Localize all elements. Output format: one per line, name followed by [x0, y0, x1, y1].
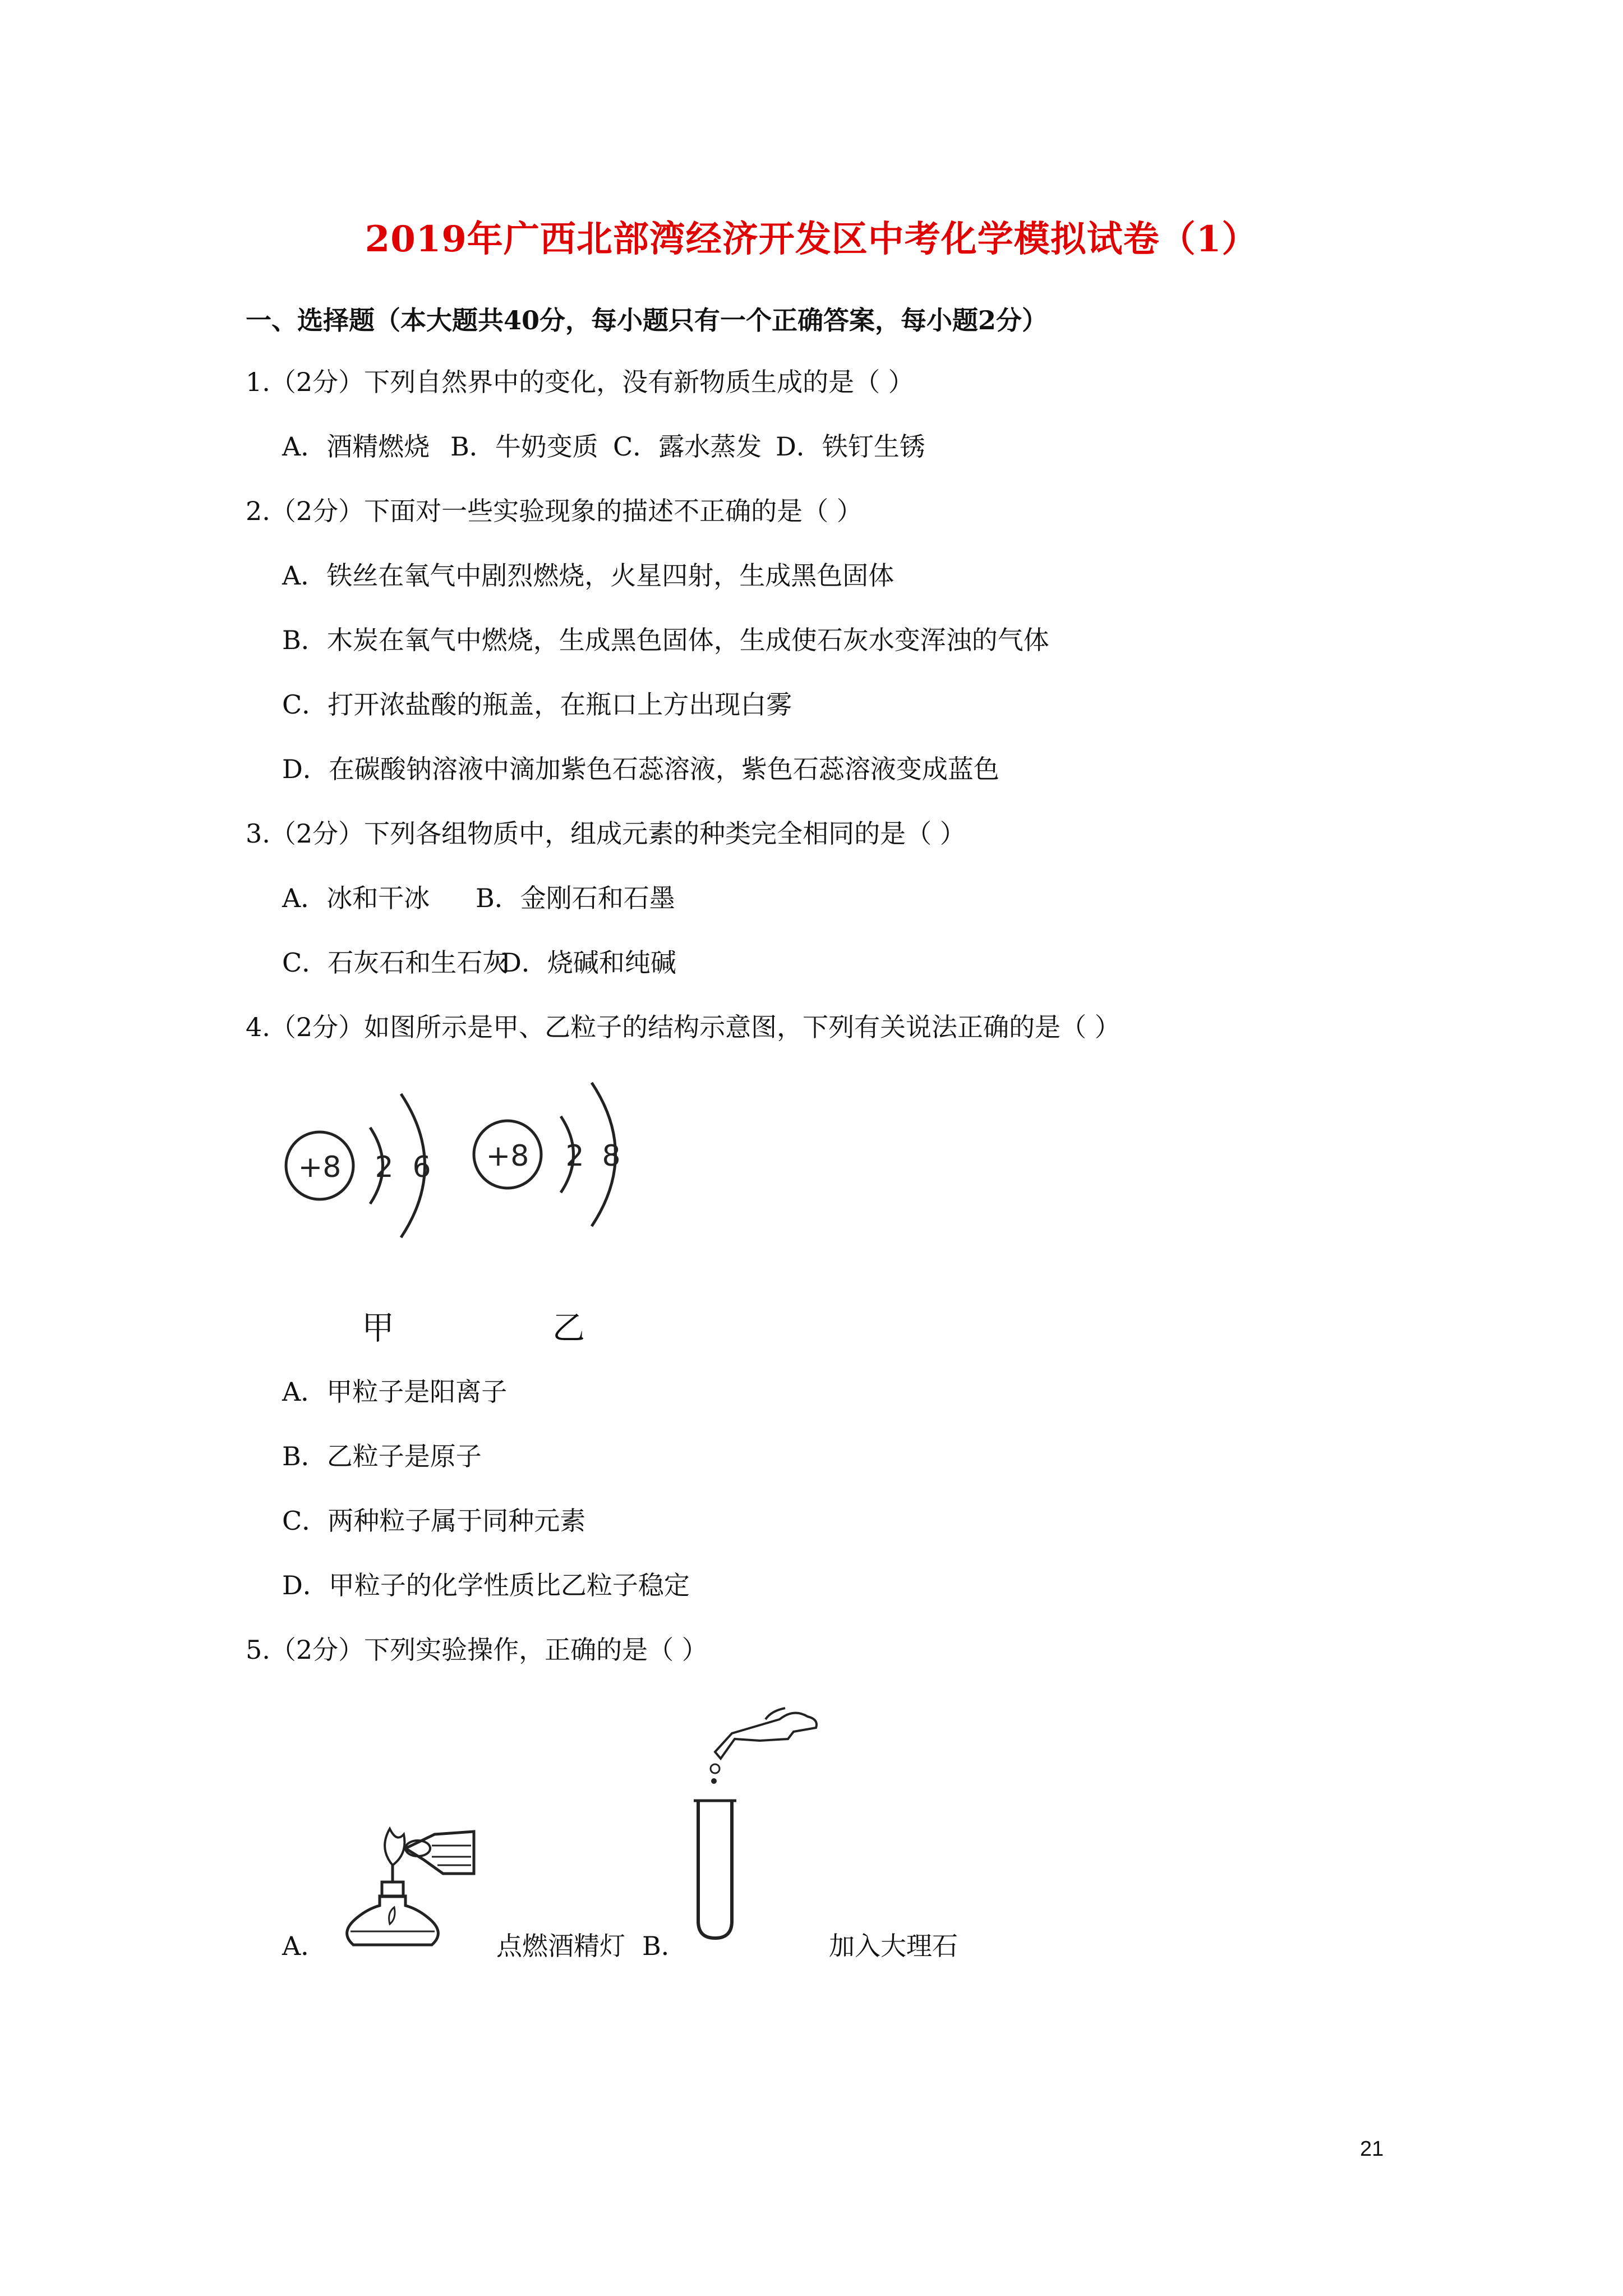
q2-option-b: B．木炭在氧气中燃烧，生成黑色固体，生成使石灰水变浑浊的气体 [282, 625, 1049, 655]
shell-electrons-jia-2: 6 [412, 1151, 431, 1184]
particle-structure-diagram [269, 1060, 673, 1245]
q4-option-b: B．乙粒子是原子 [282, 1441, 482, 1471]
test-tube-illustration [681, 1686, 827, 1944]
section-heading: 一、选择题（本大题共40分，每小题只有一个正确答案，每小题2分） [246, 305, 1048, 335]
question-4-stem: 4.（2分）如图所示是甲、乙粒子的结构示意图，下列有关说法正确的是（ ） [246, 1012, 1121, 1042]
shell-electrons-yi-2: 8 [602, 1139, 621, 1173]
q5-option-a-letter: A． [282, 1931, 327, 1961]
page-number: 21 [1360, 2137, 1384, 2161]
q3-option-c: C．石灰石和生石灰 [282, 947, 509, 978]
q1-option-a: A．酒精燃烧 [282, 431, 430, 462]
figure-label-jia: 甲 [362, 1309, 395, 1347]
q1-option-d: D．铁钉生锈 [776, 431, 925, 462]
question-3-options-row1 [282, 878, 675, 915]
question-2-stem: 2.（2分）下面对一些实验现象的描述不正确的是（ ） [246, 496, 863, 526]
q5-option-a-caption: 点燃酒精灯 [496, 1931, 625, 1961]
q4-option-a: A．甲粒子是阳离子 [282, 1377, 508, 1407]
question-3-stem: 3.（2分）下列各组物质中，组成元素的种类完全相同的是（ ） [246, 818, 966, 849]
q5-option-b-letter: B． [642, 1931, 687, 1961]
nucleus-charge-jia: +8 [298, 1151, 342, 1184]
question-3-options-row2 [282, 942, 676, 979]
nucleus-charge-yi: +8 [486, 1139, 529, 1173]
q2-option-c: C．打开浓盐酸的瓶盖，在瓶口上方出现白雾 [282, 689, 792, 720]
q3-option-b: B．金刚石和石墨 [476, 883, 675, 913]
figure-label-yi: 乙 [552, 1309, 585, 1347]
particle-jia-diagram [286, 1094, 431, 1237]
shell-electrons-jia-1: 2 [375, 1151, 394, 1184]
q4-option-d: D．甲粒子的化学性质比乙粒子稳定 [282, 1570, 690, 1600]
q5-option-b-caption: 加入大理石 [829, 1931, 958, 1961]
q2-option-a: A．铁丝在氧气中剧烈燃烧，火星四射，生成黑色固体 [282, 560, 895, 591]
page-title: 2019年广西北部湾经济开发区中考化学模拟试卷（1） [365, 218, 1258, 260]
question-1-options [282, 426, 925, 463]
q3-option-d: D．烧碱和纯碱 [501, 947, 676, 978]
question-1-stem: 1.（2分）下列自然界中的变化，没有新物质生成的是（ ） [246, 367, 914, 397]
alcohol-lamp-illustration [334, 1781, 491, 1955]
q1-option-b: B．牛奶变质 [450, 431, 598, 462]
shell-electrons-yi-1: 2 [565, 1139, 584, 1173]
question-5-stem: 5.（2分）下列实验操作，正确的是（ ） [246, 1635, 708, 1665]
q3-option-a: A．冰和干冰 [282, 883, 430, 913]
q4-option-c: C．两种粒子属于同种元素 [282, 1506, 586, 1536]
particle-yi-diagram [474, 1083, 621, 1226]
q1-option-c: C．露水蒸发 [613, 431, 762, 462]
q2-option-d: D．在碳酸钠溶液中滴加紫色石蕊溶液，紫色石蕊溶液变成蓝色 [282, 754, 999, 784]
